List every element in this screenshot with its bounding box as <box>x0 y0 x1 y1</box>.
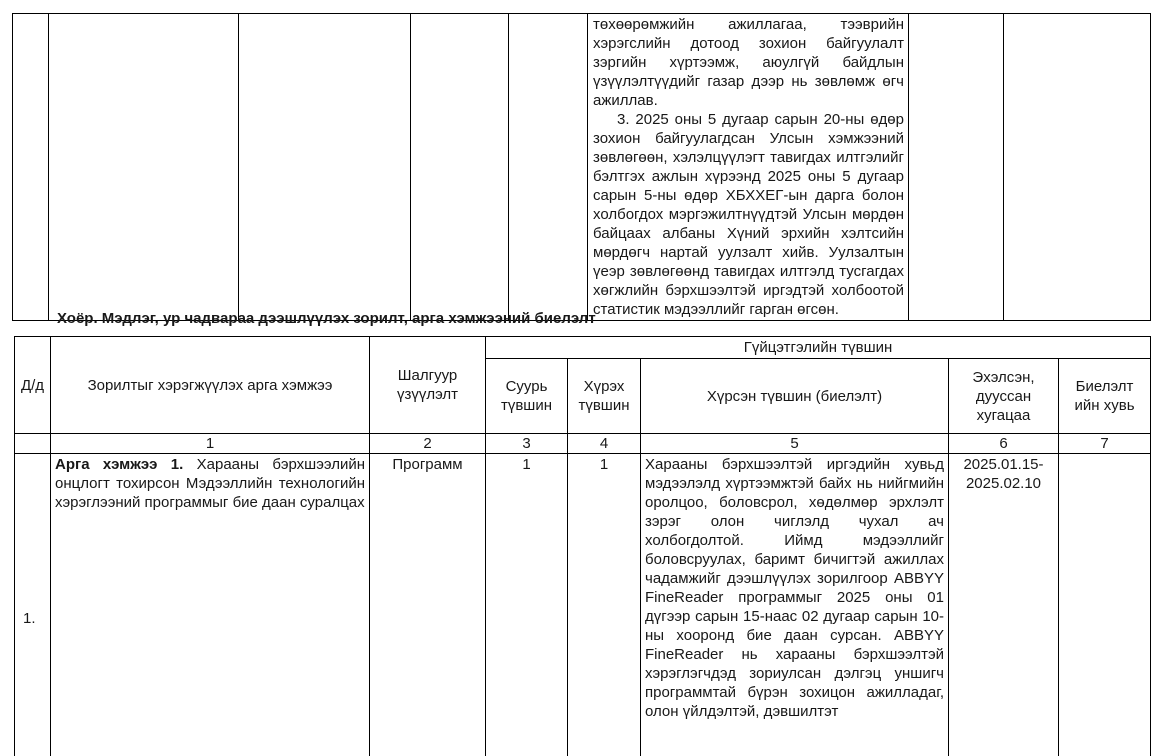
colnum-5: 5 <box>641 434 949 454</box>
cell-period-empty <box>909 14 1004 321</box>
header-row-top <box>15 337 1151 359</box>
cell-measure <box>51 454 370 756</box>
row-number: 1. <box>15 454 51 756</box>
cell-target-level: 1 <box>568 454 641 756</box>
cell-indicator: Программ <box>370 454 486 756</box>
header-dd: Д/д <box>15 337 51 434</box>
cell-indicator-empty <box>239 14 411 321</box>
table-row <box>15 454 1151 756</box>
header-reached-level: Хүрсэн түвшин (биелэлт) <box>641 359 949 434</box>
reached-text: Харааны бэрхшээлтэй иргэдийн хувьд мэдээлэлд хүртээмжтэй байх нь нийгмийн оролцоо, боловсрол, хөдөлмөр эрхлэлт зэрэг олон чиглэлд чухал ач холбогдолтой. Иймд мэдээллийг боловсруулах, баримт бичигтэй ажиллах чадамжийг дээшлүүлэх зорилгоор ABBYY FineReader программыг 2025 оны 01 дүгээр сарын 15-наас 02 дугаар сарын 10-ны хооронд бие даан сурсан. ABBYY FineReader нь харааны бэрхшээлтэй хэрэглэгчдэд зориулсан дэлгэц уншигч программтай бүрэн зохицон ажилладаг, олон үйлдэлтэй, дэвшилтэт <box>645 456 944 720</box>
reached-paragraph-1: төхөөрөмжийн ажиллагаа, тээврийн хэрэгслийн дотоод зохион байгуулалт зэргийн хүртээмж, аюулгүй байдлын үзүүлэлтүүдийг газар дээр нь зөвлөмж өгч ажиллав. <box>593 16 904 109</box>
results-table <box>14 336 1151 756</box>
header-percent: Биелэлт ийн хувь <box>1059 359 1151 434</box>
colnum-6: 6 <box>949 434 1059 454</box>
colnum-7: 7 <box>1059 434 1151 454</box>
measure-text: Харааны бэрхшээлийн онцлогт тохирсон Мэдээллийн технологийн хэрэглээний программыг бие даан суралцах <box>55 456 365 511</box>
header-target-level: Хүрэх түвшин <box>568 359 641 434</box>
colnum-3: 3 <box>486 434 568 454</box>
colnum-2: 2 <box>370 434 486 454</box>
cell-percent <box>1059 454 1151 756</box>
cell-reached-text <box>588 14 909 321</box>
column-number-row <box>15 434 1151 454</box>
cell-target-empty <box>509 14 588 321</box>
header-indicator: Шалгуур үзүүлэлт <box>370 337 486 434</box>
cell-base-empty <box>411 14 509 321</box>
continuation-row <box>13 14 1151 321</box>
colnum-4: 4 <box>568 434 641 454</box>
cell-dd-empty <box>13 14 49 321</box>
cell-percent-empty <box>1004 14 1151 321</box>
colnum-dd <box>15 434 51 454</box>
header-performance: Гүйцэтгэлийн түвшин <box>486 337 1151 359</box>
colnum-1: 1 <box>51 434 370 454</box>
section-heading: Хоёр. Мэдлэг, ур чадвараа дээшлүүлэх зорилт, арга хэмжээний биелэлт <box>57 310 596 327</box>
continuation-table <box>12 13 1151 321</box>
cell-reached <box>641 454 949 756</box>
header-base-level: Суурь түвшин <box>486 359 568 434</box>
measure-paragraph <box>55 455 365 512</box>
header-measure: Зорилтыг хэрэгжүүлэх арга хэмжээ <box>51 337 370 434</box>
measure-label: Арга хэмжээ 1. <box>55 456 184 473</box>
cell-period: 2025.01.15-2025.02.10 <box>949 454 1059 756</box>
cell-base-level: 1 <box>486 454 568 756</box>
reached-paragraph-2: 3. 2025 оны 5 дугаар сарын 20-ны өдөр зохион байгуулагдсан Улсын хэмжээний зөвлөгөөн, хэлэлцүүлэгт тавигдах илтгэлийг бэлтгэх ажлын хүрээнд 2025 оны 5 дугаар сарын 5-ны өдөр ХБХХЕГ-ын дарга болон холбогдох мэргэжилтнүүдтэй Улсын мөрдөн байцаах албаны Хүний эрхийн хэлтсийн мөрдөгч нартай уулзалт хийв. Уулзалтын үеэр зөвлөгөөнд тавигдах илтгэлд тусгагдах хөгжлийн бэрхшээлтэй иргэдтэй холбоотой статистик мэдээллийг гарган өгсөн. <box>593 111 904 318</box>
header-period: Эхэлсэн, дууссан хугацаа <box>949 359 1059 434</box>
cell-measure-empty <box>49 14 239 321</box>
